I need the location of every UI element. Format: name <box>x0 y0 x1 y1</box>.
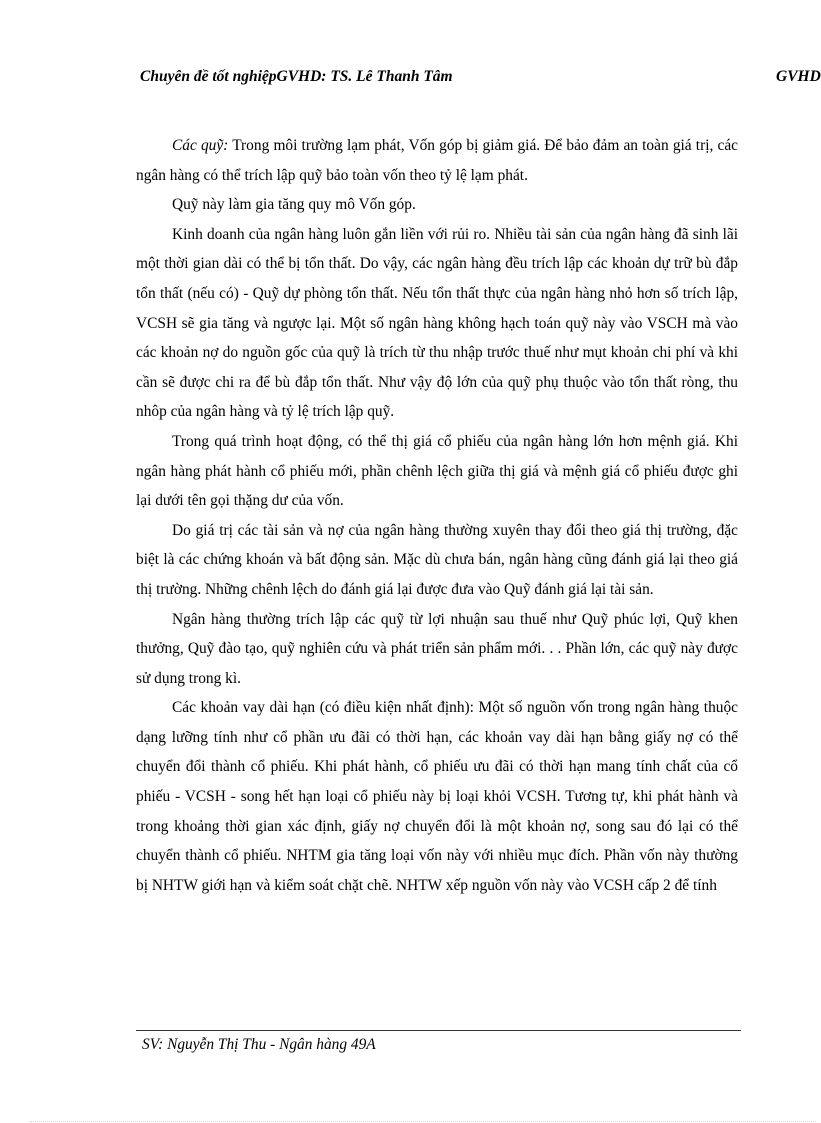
paragraph-revaluation <box>136 516 738 605</box>
paragraph-text: Ngân hàng thường trích lập các quỹ từ lợi nhuận sau thuế như Quỹ phúc lợi, Quỹ khen thưởng, Quỹ đào tạo, quỹ nghiên cứu và phát triển sản phẩm mới. . . Phần lớn, các quỹ này được sử dụng trong kì. <box>136 610 738 687</box>
paragraph-share-premium <box>136 427 738 516</box>
paragraph-long-term-loans <box>136 693 738 900</box>
paragraph-text: Do giá trị các tài sản và nợ của ngân hàng thường xuyên thay đổi theo giá thị trường, đặc biệt là các chứng khoán và bất động sản. Mặc dù chưa bán, ngân hàng cũng đánh giá lại theo giá thị trường. Những chênh lệch do đánh giá lại được đưa vào Quỹ đánh giá lại tài sản. <box>136 521 738 598</box>
footer-divider <box>136 1030 741 1031</box>
paragraph-text: Trong quá trình hoạt động, có thể thị giá cổ phiếu của ngân hàng lớn hơn mệnh giá. Khi ngân hàng phát hành cổ phiếu mới, phần chênh lệch giữa thị giá và mệnh giá cổ phiếu được ghi lại dưới tên gọi thặng dư của vốn. <box>136 432 738 510</box>
header-title: Chuyên đề tốt nghiệpGVHD: TS. Lê Thanh Tâm <box>140 68 453 85</box>
page-bottom-edge <box>30 1121 816 1122</box>
paragraph-lead: Các quỹ: <box>172 137 229 154</box>
paragraph-text: Kinh doanh của ngân hàng luôn gắn liền với rủi ro. Nhiều tài sản của ngân hàng đã sinh lãi một thời gian dài có thể bị tổn thất. Do vậy, các ngân hàng đều trích lập các khoản dự trữ bù đắp tổn thất (nếu có) - Quỹ dự phòng tổn thất. Nếu tổn thất thực của ngân hàng nhỏ hơn số trích lập, VCSH sẽ gia tăng và ngược lại. Một số ngân hàng không hạch toán quỹ này vào VSCH mà vào các khoản nợ do nguồn gốc của quỹ là trích từ thu nhập trước thuế như mụt khoản chi phí và khi cần sẽ được chi ra để bù đắp tổn thất. Như vậy độ lớn của quỹ phụ thuộc vào tổn thất ròng, thu nhôp của ngân hàng và tỷ lệ trích lập quỹ. <box>136 225 738 421</box>
paragraph-loss-reserve <box>136 220 738 427</box>
paragraph-text: Trong môi trường lạm phát, Vốn góp bị giảm giá. Để bảo đảm an toàn giá trị, các ngân hàng có thể trích lập quỹ bảo toàn vốn theo tỷ lệ lạm phát. <box>136 137 738 184</box>
header-right-text: GVHD <box>776 68 821 85</box>
paragraph-capital-scale <box>136 190 738 220</box>
page-footer: SV: Nguyễn Thị Thu - Ngân hàng 49A <box>142 1036 376 1053</box>
paragraph-profit-funds <box>136 605 738 694</box>
document-body <box>136 131 738 900</box>
paragraph-text: Các khoản vay dài hạn (có điều kiện nhất định): Một số nguồn vốn trong ngân hàng thuộc dạng lưỡng tính như cổ phần ưu đãi có thời hạn, các khoản vay dài hạn bằng giấy nợ có thể chuyển đổi thành cổ phiếu. Khi phát hành, cổ phiếu ưu đãi có thời hạn mang tính chất của cổ phiếu - VCSH - song hết hạn loại cổ phiếu này bị loại khỏi VCSH. Tương tự, khi phát hành và trong khoảng thời gian xác định, giấy nợ chuyển đổi là một khoản nợ, song sau đó lại có thể chuyển thành cổ phiếu. NHTM gia tăng loại vốn này với nhiều mục đích. Phần vốn này thường bị NHTW giới hạn và kiểm soát chặt chẽ. NHTW xếp nguồn vốn này vào VCSH cấp 2 để tính <box>136 699 738 894</box>
paragraph-funds <box>136 131 738 190</box>
paragraph-text: Quỹ này làm gia tăng quy mô Vốn góp. <box>172 196 416 214</box>
page-header <box>140 68 821 92</box>
